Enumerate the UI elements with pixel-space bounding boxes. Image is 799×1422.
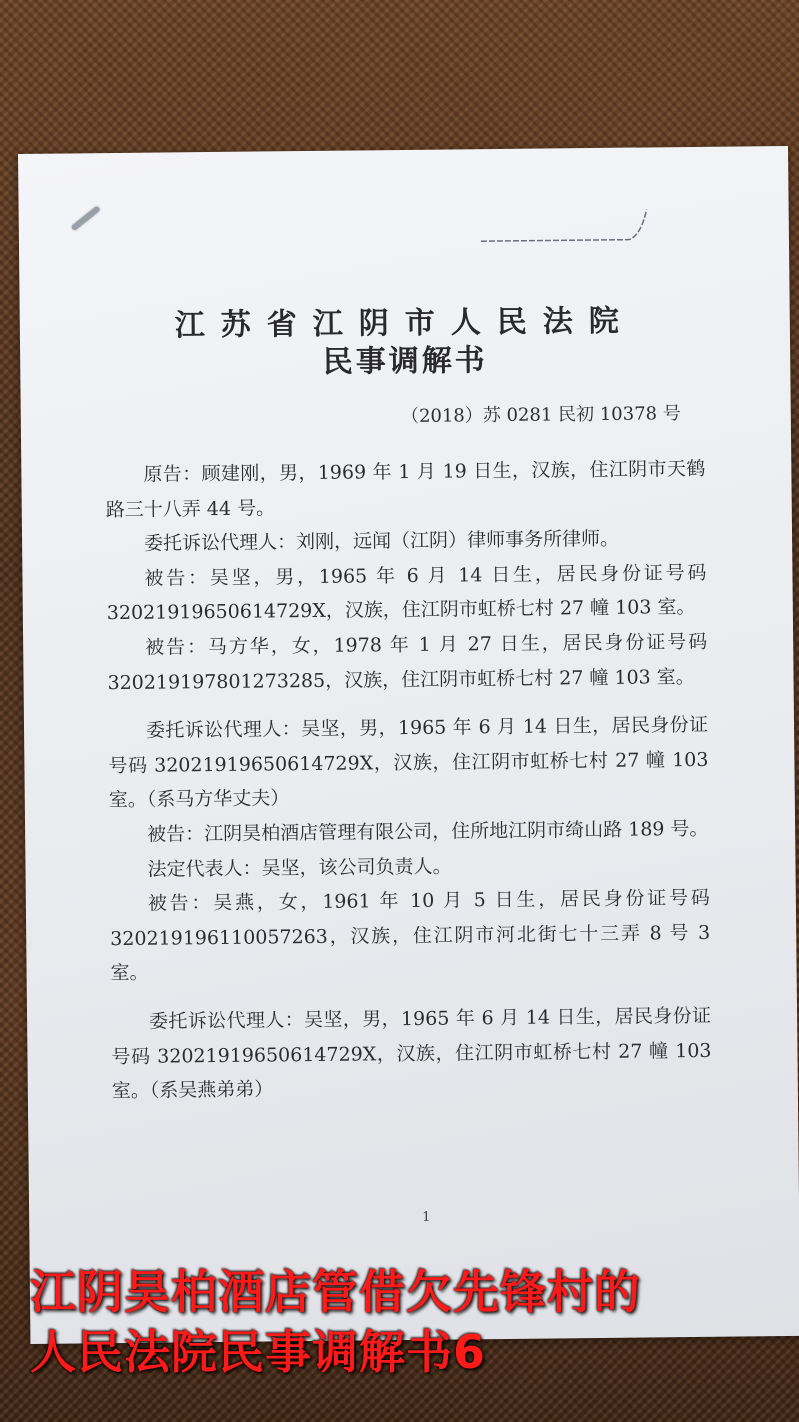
paragraph-defendant-company: 被告：江阴昊柏酒店管理有限公司，住所地江阴市绮山路 189 号。 — [147, 817, 709, 846]
pen-stroke-mark — [479, 205, 649, 247]
paragraph-agent-wu-yan: 委托诉讼代理人：吴坚，男，1965 年 6 月 14 日生，居民身份证号码 32021919650614729X，汉族，住江阴市虹桥七村 27 幢 103 室。（系吴燕弟弟） — [111, 1004, 712, 1103]
case-number: （2018）苏 0281 民初 10378 号 — [400, 403, 681, 428]
paragraph-plaintiff: 原告：顾建刚，男，1969 年 1 月 19 日生，汉族，住江阴市天鹤路三十八弄 44 号。 — [105, 457, 706, 521]
overlay-caption — [30, 1262, 790, 1382]
paragraph-plaintiff-agent: 委托诉讼代理人：刘刚，远闻（江阴）律师事务所律师。 — [143, 527, 620, 555]
paragraph-legal-representative: 法定代表人：吴坚，该公司负责人。 — [147, 855, 452, 881]
caption-line-2: 人民法院民事调解书6 — [30, 1325, 487, 1379]
document-title: 民事调解书 — [322, 343, 488, 380]
staple-mark — [71, 205, 101, 231]
paragraph-agent-ma-fanghua: 委托诉讼代理人：吴坚，男，1965 年 6 月 14 日生，居民身份证号码 32021919650614729X，汉族，住江阴市虹桥七村 27 幢 103 室。（系马方华丈夫） — [108, 713, 709, 812]
paragraph-defendant-wu-yan: 被告：吴燕，女，1961 年 10 月 5 日生，居民身份证号码 320219196110057263，汉族，住江阴市河北街七十三弄 8 号 3 室。 — [110, 886, 711, 985]
document-paper — [18, 146, 799, 1344]
document-body — [105, 452, 712, 1109]
paragraph-defendant-ma-fanghua: 被告：马方华，女，1978 年 1 月 27 日生，居民身份证号码 320219197801273285，汉族，住江阴市虹桥七村 27 幢 103 室。 — [107, 630, 708, 694]
page-number: 1 — [422, 1209, 431, 1225]
caption-line-1: 江阴昊柏酒店管借欠先锋村的 — [30, 1265, 641, 1319]
paragraph-defendant-wu-jian: 被告：吴坚，男，1965 年 6 月 14 日生，居民身份证号码 32021919650614729X，汉族，住江阴市虹桥七村 27 幢 103 室。 — [106, 561, 707, 625]
court-title: 江苏省江阴市人民法院 — [174, 303, 635, 344]
